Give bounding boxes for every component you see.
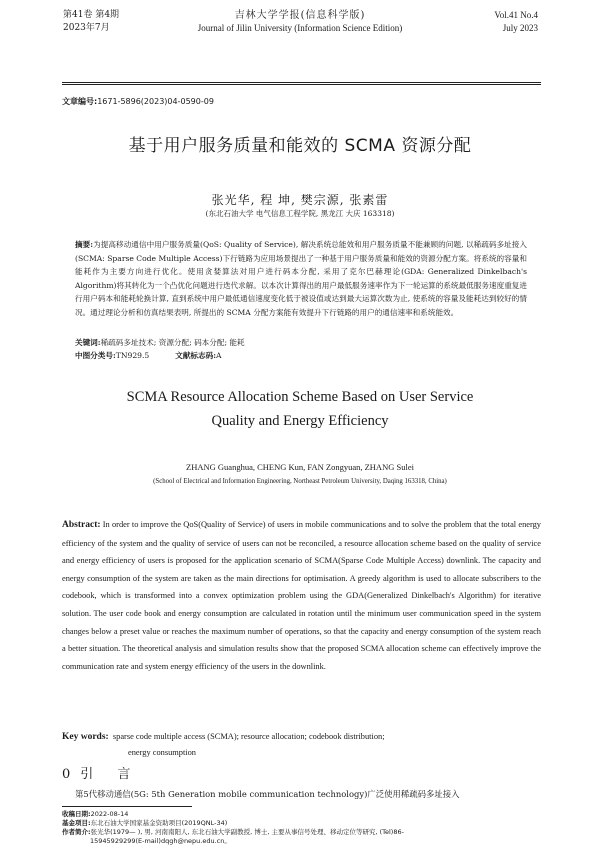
keywords-en [62,729,541,760]
doc-code-value: A [216,351,222,360]
section-number: 0 [62,767,81,782]
header-volume-cn [63,9,119,35]
clc-label: 中图分类号: [75,351,116,360]
abstract-en-label: Abstract: [62,520,101,530]
footnote-rule [62,806,192,807]
affiliation-en: (School of Electrical and Information Engineering, Northeast Petroleum University, Daqing 163318, China) [153,478,447,485]
authors-cn: 张光华, 程 坤, 樊宗源, 张素雷 [211,193,389,207]
clc-value: TN929.5 [115,351,150,360]
footnote-author [62,828,541,837]
journal-name-en: Journal of Jilin University (Information Science Edition) [197,23,403,33]
article-number [62,96,214,107]
abstract-en [62,516,541,675]
article-number-label: 文章编号: [62,97,98,106]
author-label: 作者简介: [62,828,91,836]
date-cn: 2023年7月 [63,23,110,33]
footnote-contact: 15945929299(E-mail)dqgh@nepu.edu.cn。 [90,837,231,845]
header-rule [62,82,541,83]
abstract-en-text: In order to improve the QoS(Quality of Service) of users in mobile communications and to solve the problem that the total energy efficiency of the system and the quality of service of users can not be reconciled, a resource allocation scheme based on the quality of service and energy efficiency of users is proposed for the application scenario of SCMA(Sparse Code Multiple Access) downlink. The capacity and energy consumption of the system are taken as the main directions for optimisation. A greedy algorithm is used to allocate subscribers to the codebook, which is transformed into a convex optimization problem using the GDA(Generalized Dinkelbach's Algorithm) for iterative solution. The user code book and energy consumption are calculated in rotation until the minimum user communication speed in the system changes below a preset value or reaches the maximum number of operations, so that the capacity and energy consumption of the system reach a better situation. The theoretical analysis and simulation results show that the proposed SCMA allocation scheme can effectively improve the communication rate and system energy efficiency of the users in the downlink. [62,520,541,671]
title-cn: 基于用户服务质量和能效的 SCMA 资源分配 [128,136,472,156]
keywords-cn-label: 关键词: [75,338,101,347]
date-en: July 2023 [502,23,538,33]
received-label: 收稿日期: [62,810,91,818]
author-text: 张光华(1979— ), 男, 河南南阳人, 东北石油大学副教授, 博士, 主要从事信号处理、移动定位等研究, (Tel)86- [90,828,404,836]
keywords-en-label: Key words: [62,732,109,742]
header-rule-double [62,84,541,85]
authors-en: ZHANG Guanghua, CHENG Kun, FAN Zongyuan, ZHANG Sulei [186,462,414,472]
title-en-line2: Quality and Energy Efficiency [211,413,389,429]
abstract-cn-label: 摘要: [75,240,94,249]
section-title: 引 言 [80,767,141,782]
abstract-cn [75,238,527,319]
article-number-value: 1671-5896(2023)04-0590-09 [97,97,214,106]
abstract-cn-text: 为提高移动通信中用户服务质量(QoS: Quality of Service), 解决系统总能效和用户服务质量不能兼顾的问题, 以稀疏码多址接入(SCMA: Sparse Code Multiple Access)下行链路为应用场景提出了一种基于用户服务质量和能效的资源分配方案。将系统的容量和能耗作为主要方向进行优化。使用贪婪算法对用户进行码本分配, 采用了克尔巴赫理论(GDA: Generalized Dinkelbach's Algorithm)将其转化为一个凸优化问题进行迭代求解。以本次计算得出的用户最低服务速率作为下一轮运算的系统最低服务速度重复进行用户码本和能耗轮换计算, 直到系统中用户最低通信速度变化低于被设值或达到最大运算次数为止, 使系统的容量及能耗达到较好的情况。通过理论分析和仿真结果表明, 所提出的 SCMA 分配方案能有效提升下行链路的用户的通信速率和系统能效。 [75,240,527,317]
header-volume-en [494,9,538,35]
fund-text: 东北石油大学国家基金资助项目(2019QNL-34) [90,819,228,827]
keywords-en-line1: sparse code multiple access (SCMA); resource allocation; codebook distribution; [112,732,385,741]
keywords-cn [75,337,527,349]
fund-label: 基金项目: [62,819,91,827]
title-en [0,385,600,433]
header-journal [150,9,450,35]
intro-paragraph: 第5代移动通信(5G: 5th Generation mobile communication technology)广泛使用稀疏码多址接入 [75,789,460,799]
doc-code-label: 文献标志码: [175,351,217,360]
keywords-en-line2: energy consumption [128,748,196,757]
volume-issue-cn: 第41卷 第4期 [63,10,120,20]
volume-issue-en: Vol.41 No.4 [494,10,538,20]
title-en-line1: SCMA Resource Allocation Scheme Based on User Service [126,389,474,405]
received-date: 2022-08-14 [90,810,129,818]
keywords-cn-text: 稀疏码多址技术; 资源分配; 码本分配; 能耗 [100,338,245,347]
affiliation-cn: (东北石油大学 电气信息工程学院, 黑龙江 大庆 163318) [205,209,395,218]
journal-name-cn: 吉林大学学报(信息科学版) [234,10,366,21]
classification-line [75,350,527,362]
footnote-received [62,810,541,819]
section-heading [62,763,140,782]
footnote-fund [62,819,541,828]
